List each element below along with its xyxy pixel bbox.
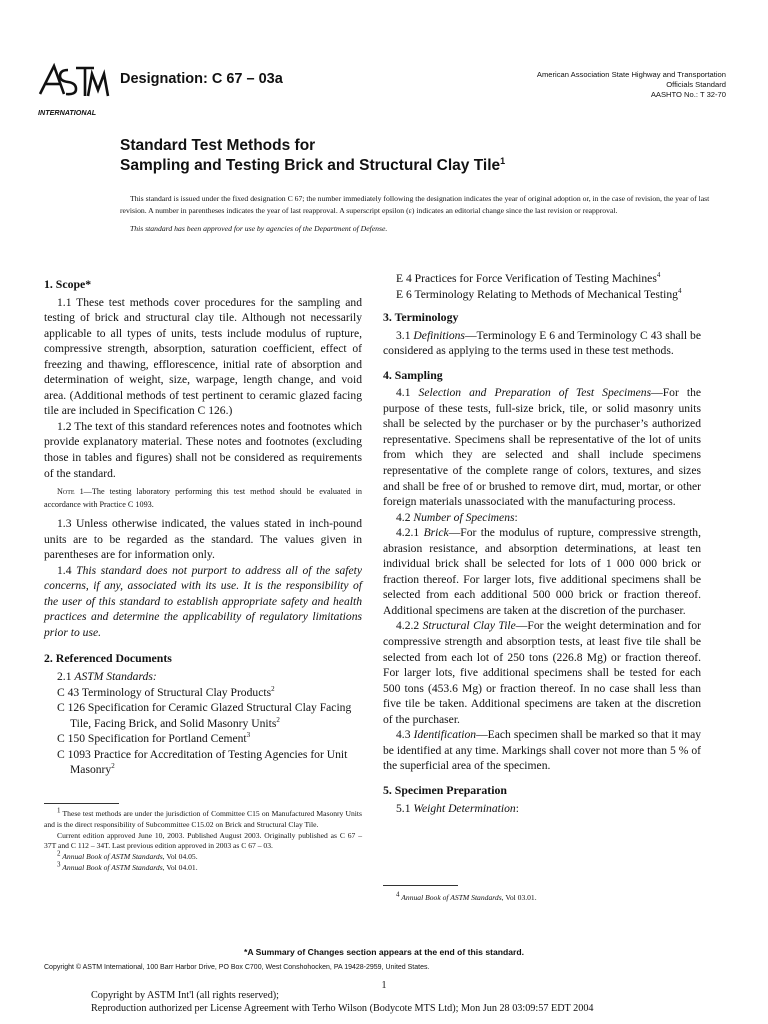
astm-logo (34, 60, 112, 120)
footnote-divider (383, 885, 458, 886)
footnote-number: 2 (57, 849, 61, 858)
footnote (44, 860, 362, 874)
paragraph: 1.1 These test methods cover procedures for the sampling and testing of brick and structural clay tile. Although not necessarily applicable to all types of units, tests include modulus of rupture, compressive strength, absorption, saturation coefficient, effect of freezing and thawing, efflorescence, initial rate of absorption and determination of weight, size, warpage, length change, and void area. (Additional methods of test pertinent to ceramic glazed facing tile are included in Specification C 126.) (44, 295, 362, 418)
paragraph-text: —Terminology E 6 and Terminology C 43 shall be considered as applying to the terms used in these test methods. (383, 328, 701, 358)
paragraph-text: —For the modulus of rupture, compressive strength, abrasion resistance, and absorption determinations, at least ten individual brick shall be selected for lots of 1 000 000 brick or fraction thereof. For larger lots, five additional specimens shall be selected from each additional 500 000 brick or fraction thereof. Additional specimens are taken at the discretion of the purchaser. (383, 526, 701, 617)
footnote-title: Annual Book of ASTM Standards (60, 862, 163, 872)
paragraph-number: 4.2.2 (396, 619, 423, 633)
section-heading: 5. Specimen Preparation (383, 782, 507, 797)
title-line-2 (120, 156, 505, 176)
safety-statement: This standard does not purport to address all of the safety concerns, if any, associated with its use. It is the responsibility of the user of this standard to establish appropriate safety and health practices and determine the applicability of regulatory limitations prior to use. (44, 563, 362, 639)
note (44, 485, 362, 511)
footnote-number: 1 (57, 806, 61, 815)
svg-text:INTERNATIONAL: INTERNATIONAL (38, 108, 97, 117)
footnote-number: 3 (57, 860, 61, 869)
left-column (44, 271, 362, 778)
paragraph (383, 727, 701, 774)
paragraph-number: 2.1 (57, 670, 75, 684)
paragraph-number: 4.1 (396, 386, 419, 400)
footnote-text: , Vol 04.01. (162, 862, 198, 872)
paragraph (44, 669, 362, 685)
footnote-ref: 4 (656, 271, 661, 280)
reference-item (57, 700, 362, 731)
reference-text: C 43 Terminology of Structural Clay Products (57, 685, 272, 699)
page-number: 1 (381, 980, 387, 991)
paragraph (44, 563, 362, 641)
reference-item (57, 747, 362, 778)
paragraph-text: : (514, 510, 518, 524)
paragraph-number: 5.1 (396, 801, 414, 815)
right-column (383, 271, 701, 816)
footnote-ref: 1 (500, 155, 506, 166)
reference-text: C 150 Specification for Portland Cement (57, 732, 247, 746)
paragraph-number: 1.4 (57, 563, 77, 577)
paragraph-number: 4.2.1 (396, 526, 424, 540)
paragraph (383, 801, 701, 817)
footnotes-left (44, 806, 362, 874)
title-line-1: Standard Test Methods for (120, 137, 316, 154)
paragraph-number: 3.1 (396, 328, 414, 342)
note-label: Note (57, 487, 75, 497)
issued-note: This standard is issued under the fixed designation C 67; the number immediately following the designation indicates the year of original adoption or, in the case of revision, the year of last revision. A number in parentheses indicates the year of last reapproval. A superscript epsilon (ε) indicates an editorial change since the last revision or reapproval. (120, 194, 710, 216)
reference-item (396, 287, 701, 303)
reference-list (44, 685, 362, 778)
paragraph-text: —For the purpose of these tests, full-size brick, tile, or solid masonry units shall be selected by the purchaser or by the purchaser’s authorized representative. Specimens shall be representative of the lot of units from which they are selected and shall include specimens representative of the complete range of colors, textures, and sizes and shall be free of or brushed to remove dirt, mud, mortar, or other foreign materials unassociated with the manufacturing process. (383, 386, 702, 509)
footer-line: Copyright by ASTM Int'l (all rights reserved); (91, 990, 280, 1001)
paragraph-text: —For the weight determination and for compressive strength and absorption tests, at least five tile shall be selected from each lot of 250 tons (226.8 Mg) or fraction thereof. For larger lots, five additional specimens shall be tested for each 500 tons (453.6 Mg) or fraction thereof. In no case shall less than five tile be taken. Additional specimens are taken at the discretion of the purchaser. (383, 619, 701, 726)
reference-list-continued (383, 271, 701, 302)
reference-text: E 4 Practices for Force Verification of Testing Machines (396, 272, 657, 285)
approval-note: This standard has been approved for use by agencies of the Department of Defense. (130, 223, 388, 233)
footnote-text: These test methods are under the jurisdiction of Committee C15 on Manufactured Masonry Units and is the direct responsibility of Subcommittee C15.02 on Brick and Structural Clay Tile. (44, 809, 362, 829)
subheading: ASTM Standards: (74, 670, 157, 684)
footnote-number: 4 (396, 890, 400, 899)
aashto-line: AASHTO No.: T 32-70 (650, 90, 726, 99)
footnote-ref: 2 (276, 715, 280, 724)
footnote: Current edition approved June 10, 2003. Published August 2003. Originally published as C 67 – 37T and C 112 – 34T. Last previous edition approved in 2003 as C 67 – 03. (44, 830, 362, 851)
section-heading: 3. Terminology (383, 310, 459, 325)
paragraph: 1.2 The text of this standard references notes and footnotes which provide explanatory material. These notes and footnotes (excluding those in tables and figures) shall not be considered as requirements of the standard. (44, 419, 362, 480)
paragraph-label: Identification (413, 728, 477, 742)
reference-text: C 126 Specification for Ceramic Glazed Structural Clay Facing Tile, Facing Brick, and Solid Masonry Units (57, 701, 352, 730)
section-heading: 2. Referenced Documents (44, 651, 172, 666)
paragraph-label: Selection and Preparation of Test Specimens (418, 386, 652, 400)
reference-item (57, 685, 362, 701)
aashto-line: Officials Standard (666, 80, 726, 89)
footnote-ref: 2 (111, 762, 115, 771)
footnote-ref: 3 (246, 731, 251, 740)
paragraph (383, 385, 701, 509)
footer-line: Reproduction authorized per License Agreement with Terho Wilson (Bodycote MTS Ltd); Mon Jun 28 03:09:57 EDT 2004 (91, 1002, 594, 1014)
license-footer (91, 990, 594, 1015)
footnote-divider (44, 803, 119, 804)
footnote-text: , Vol 03.01. (501, 893, 537, 902)
footnote-right (383, 890, 701, 904)
footnote (44, 806, 362, 831)
paragraph-number: 4.2 (396, 510, 414, 524)
paragraph-text: : (515, 801, 519, 815)
footnote-ref: 4 (677, 286, 682, 295)
paragraph: 1.3 Unless otherwise indicated, the values stated in inch-pound units are to be regarded as the standard. The values given in parentheses are for information only. (44, 517, 362, 562)
section-heading: 4. Sampling (383, 367, 443, 382)
paragraph-label: Brick (423, 526, 449, 540)
footnote-text: , Vol 04.05. (162, 852, 198, 862)
footnote-title: Annual Book of ASTM Standards (60, 852, 163, 862)
copyright-line: Copyright © ASTM International, 100 Barr Harbor Drive, PO Box C700, West Conshohocken, PA 19428-2959, United States. (44, 964, 430, 971)
paragraph-label: Structural Clay Tile (422, 619, 516, 633)
paragraph-label: Number of Specimens (413, 510, 515, 524)
paragraph (383, 618, 701, 727)
title-text: Sampling and Testing Brick and Structural Clay Tile (120, 157, 501, 174)
paragraph-label: Definitions (413, 328, 465, 342)
summary-note: *A Summary of Changes section appears at the end of this standard. (244, 947, 524, 957)
footnote (44, 849, 362, 863)
footnote-title: Annual Book of ASTM Standards (399, 893, 502, 902)
paragraph (383, 510, 701, 526)
aashto-line: American Association State Highway and Transportation (536, 70, 726, 79)
paragraph-text: —Each specimen shall be marked so that it may be identified at any time. Markings shall cover not more than 5 % of the superficial area of the specimen. (383, 728, 702, 773)
reference-item (57, 731, 362, 747)
intro-block (120, 193, 720, 235)
reference-text: C 1093 Practice for Accreditation of Testing Agencies for Unit Masonry (57, 747, 348, 777)
paragraph-label: Weight Determination (413, 801, 516, 815)
note-text: 1—The testing laboratory performing this test method should be evaluated in accordance with Practice C 1093. (44, 487, 362, 510)
reference-item (396, 271, 701, 287)
aashto-info (537, 70, 726, 100)
paragraph (383, 525, 701, 618)
paragraph-number: 4.3 (396, 728, 414, 742)
paragraph (383, 328, 701, 359)
footnote-ref: 2 (271, 684, 275, 693)
section-heading: 1. Scope* (44, 277, 92, 291)
document-title (120, 136, 505, 176)
reference-text: E 6 Terminology Relating to Methods of Mechanical Testing (396, 287, 678, 301)
designation: Designation: C 67 – 03a (120, 71, 283, 87)
